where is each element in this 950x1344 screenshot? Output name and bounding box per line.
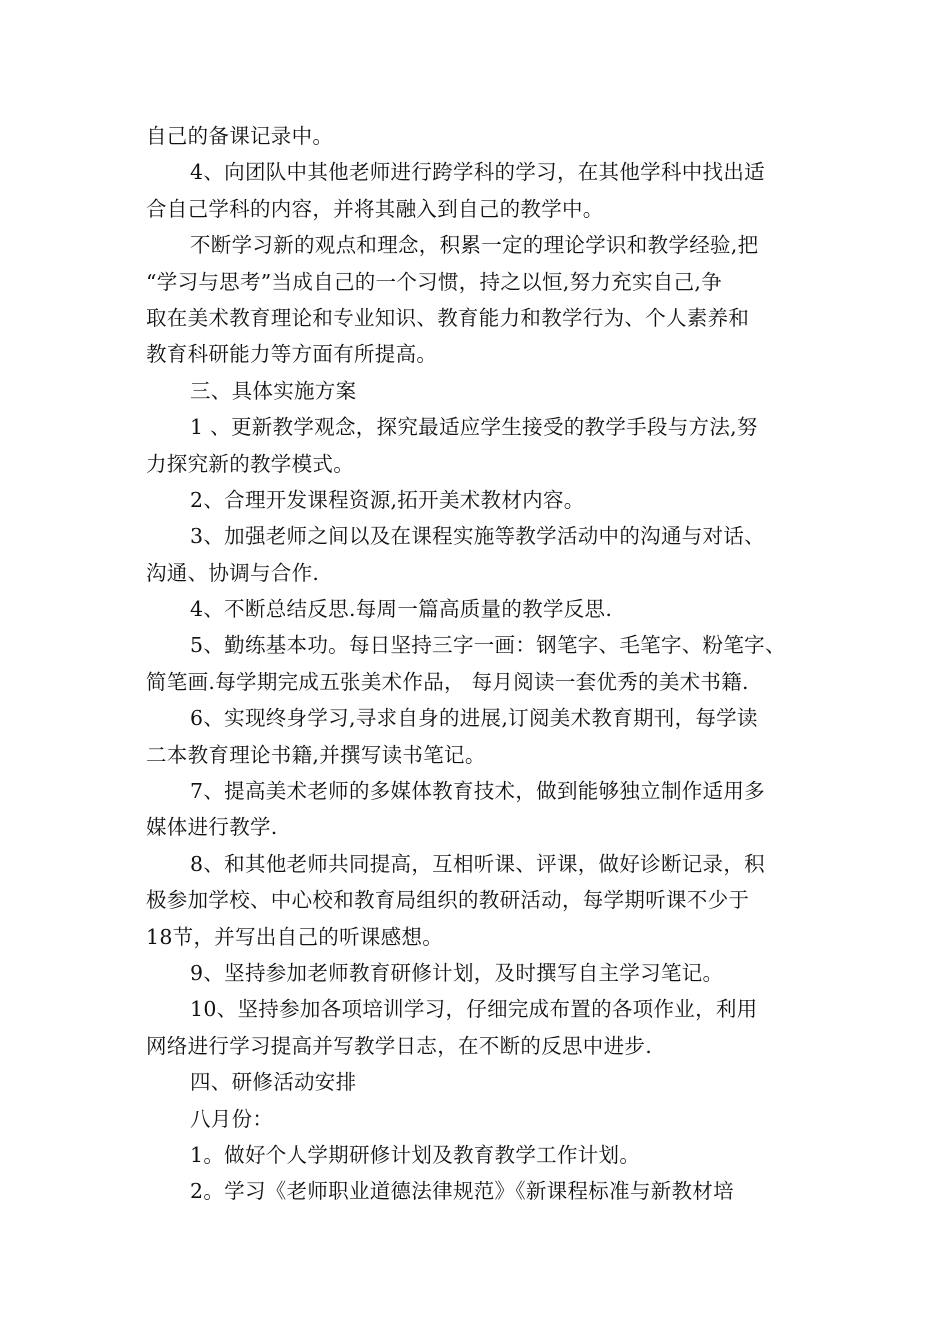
text-line: 简笔画.每学期完成五张美术作品， 每月阅读一套优秀的美术书籍. (146, 669, 749, 694)
text-line: 8、和其他老师共同提高，互相听课、评课，做好诊断记录，积 (190, 851, 765, 876)
text-line: 18节，并写出自己的听课感想。 (146, 924, 444, 949)
text-line: 不断学习新的观点和理念，积累一定的理论学识和教学经验,把 (190, 233, 759, 258)
text-line: 7、提高美术老师的多媒体教育技术，做到能够独立制作适用多 (190, 779, 765, 804)
text-line: 5、勤练基本功。每日坚持三字一画：钢笔字、毛笔字、粉笔字、 (190, 633, 786, 658)
text-line: 1。做好个人学期研修计划及教育教学工作计划。 (190, 1142, 641, 1167)
text-line: 9、坚持参加老师教育研修计划，及时撰写自主学习笔记。 (190, 960, 724, 985)
text-line: 沟通、协调与合作. (146, 560, 320, 585)
text-line: “学习与思考”当成自己的一个习惯，持之以恒,努力充实自己,争 (146, 269, 722, 294)
text-line: 6、实现终身学习,寻求自身的进展,订阅美术教育期刊，每学读 (190, 706, 758, 731)
document-body (146, 118, 812, 1210)
text-line: 1 、更新教学观念，探究最适应学生接受的教学手段与方法,努 (190, 415, 758, 440)
text-line: 2。学习《老师职业道德法律规范》《新课程标准与新教材培 (190, 1179, 734, 1204)
section-heading: 四、研修活动安排 (190, 1070, 357, 1095)
text-line: 4、向团队中其他老师进行跨学科的学习，在其他学科中找出适 (190, 160, 765, 185)
section-heading: 三、具体实施方案 (190, 378, 357, 403)
text-line: 合自己学科的内容，并将其融入到自己的教学中。 (146, 196, 604, 221)
text-line: 二本教育理论书籍,并撰写读书笔记。 (146, 742, 486, 767)
text-line: 极参加学校、中心校和教育局组织的教研活动，每学期听课不少于 (146, 888, 750, 913)
text-line: 10、坚持参加各项培训学习，仔细完成布置的各项作业，利用 (190, 997, 758, 1022)
text-line: 2、合理开发课程资源,拓开美术教材内容。 (190, 487, 585, 512)
text-line: 网络进行学习提高并写教学日志，在不断的反思中进步. (146, 1033, 653, 1058)
text-line: 教育科研能力等方面有所提高。 (146, 342, 438, 367)
text-line: 自己的备课记录中。 (146, 124, 334, 148)
text-line: 媒体进行教学. (146, 815, 278, 840)
text-line: 力探究新的教学模式。 (146, 451, 354, 476)
text-line: 八月份： (190, 1106, 274, 1131)
text-line: 4、不断总结反思.每周一篇高质量的教学反思. (190, 597, 613, 622)
text-line: 3、加强老师之间以及在课程实施等教学活动中的沟通与对话、 (190, 524, 765, 549)
text-line: 取在美术教育理论和专业知识、教育能力和教学行为、个人素养和 (146, 305, 750, 330)
